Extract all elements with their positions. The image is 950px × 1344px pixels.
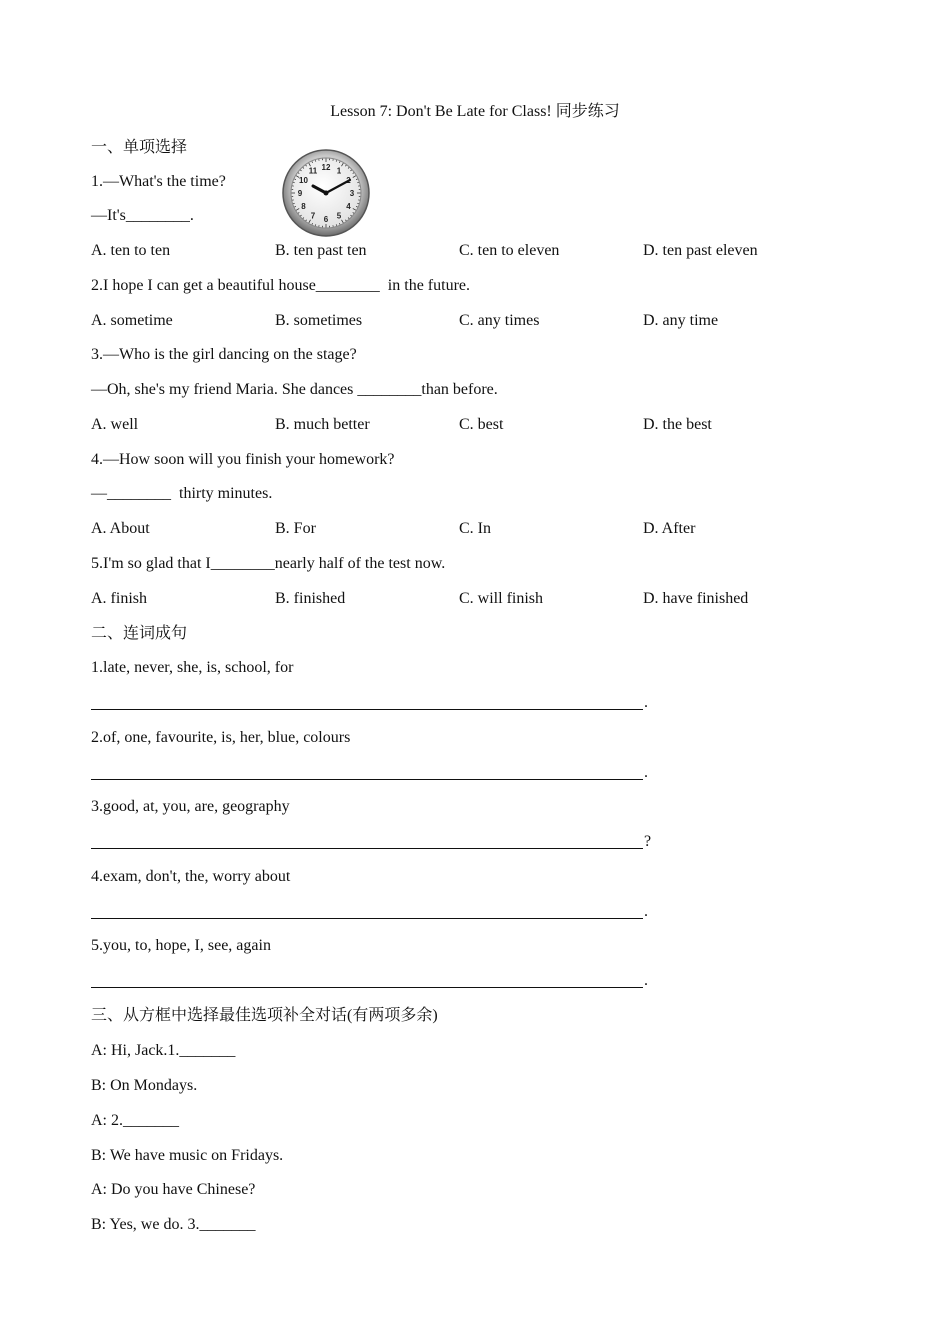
q2-option-b: B. sometimes <box>275 312 363 329</box>
section3-heading: 三、从方框中选择最佳选项补全对话(有两项多余) <box>91 1007 438 1024</box>
q4-option-b: B. For <box>275 520 316 537</box>
clock-numeral: 10 <box>299 176 308 185</box>
question-2-line-1: 2.I hope I can get a beautiful house________ in the future. <box>91 277 470 294</box>
clock-numeral: 5 <box>336 211 342 221</box>
sentence-5-words: 5.you, to, hope, I, see, again <box>91 937 271 954</box>
clock-tick <box>339 223 340 224</box>
sentence-3-end-mark: ? <box>644 833 652 850</box>
clock-tick <box>336 160 337 161</box>
sentence-5-end-mark: . <box>644 972 648 989</box>
sentence-1-answer-line[interactable] <box>91 709 643 710</box>
question-4-line-1: 4.—How soon will you finish your homework? <box>91 451 395 468</box>
sentence-1-end-mark: . <box>644 694 648 711</box>
clock-numeral: 12 <box>321 163 331 172</box>
sentence-4-answer-line[interactable] <box>91 918 643 919</box>
sentence-3-answer-line[interactable] <box>91 848 643 849</box>
clock-numeral: 7 <box>310 211 316 221</box>
dialogue-line-1: A: Hi, Jack.1._______ <box>91 1042 236 1059</box>
clock-tick <box>293 203 294 204</box>
dialogue-line-2: B: On Mondays. <box>91 1077 198 1094</box>
dialogue-line-5: A: Do you have Chinese? <box>91 1181 256 1198</box>
clock-tick <box>356 179 357 180</box>
question-4-line-2: —________ thirty minutes. <box>91 485 273 502</box>
question-1-line-1: 1.—What's the time? <box>91 173 226 190</box>
clock-tick <box>336 224 337 225</box>
sentence-4-words: 4.exam, don't, the, worry about <box>91 868 291 885</box>
wall-clock-icon <box>281 148 371 238</box>
clock-tick <box>357 203 358 204</box>
q5-option-c: C. will finish <box>459 590 544 607</box>
clock-numeral: 1 <box>336 166 342 176</box>
sentence-3-words: 3.good, at, you, are, geography <box>91 798 290 815</box>
clock-numeral: 11 <box>308 166 318 176</box>
q5-option-d: D. have finished <box>643 590 749 607</box>
sentence-1-words: 1.late, never, she, is, school, for <box>91 659 294 676</box>
q2-option-d: D. any time <box>643 312 719 329</box>
clock-numeral: 9 <box>297 189 303 198</box>
dialogue-line-6: B: Yes, we do. 3._______ <box>91 1216 256 1233</box>
q5-option-a: A. finish <box>91 590 147 607</box>
clock-numeral: 3 <box>349 189 355 198</box>
sentence-5-answer-line[interactable] <box>91 987 643 988</box>
clock-numeral: 4 <box>346 202 351 211</box>
q3-option-a: A. well <box>91 416 139 433</box>
q1-option-a: A. ten to ten <box>91 242 171 259</box>
clock-numeral: 8 <box>301 202 306 211</box>
clock-tick <box>312 162 313 163</box>
q3-option-b: B. much better <box>275 416 370 433</box>
q2-option-a: A. sometime <box>91 312 173 329</box>
clock-tick <box>357 182 358 183</box>
q2-option-c: C. any times <box>459 312 540 329</box>
q1-option-c: C. ten to eleven <box>459 242 560 259</box>
question-3-line-1: 3.—Who is the girl dancing on the stage? <box>91 346 357 363</box>
section2-heading: 二、连词成句 <box>91 625 188 642</box>
dialogue-line-3: A: 2._______ <box>91 1112 179 1129</box>
clock-tick <box>315 160 316 161</box>
dialogue-line-4: B: We have music on Fridays. <box>91 1147 284 1164</box>
clock-tick <box>293 182 294 183</box>
q4-option-c: C. In <box>459 520 491 537</box>
sentence-2-words: 2.of, one, favourite, is, her, blue, colours <box>91 729 351 746</box>
clock-tick <box>356 206 357 207</box>
clock-numeral: 6 <box>323 215 329 224</box>
q5-option-b: B. finished <box>275 590 346 607</box>
page-title: Lesson 7: Don't Be Late for Class! 同步练习 <box>330 103 620 120</box>
clock-tick <box>295 206 296 207</box>
clock-tick <box>339 162 340 163</box>
sentence-4-end-mark: . <box>644 903 648 920</box>
q4-option-a: A. About <box>91 520 150 537</box>
question-1-line-2: —It's________. <box>91 207 194 224</box>
sentence-2-end-mark: . <box>644 764 648 781</box>
q4-option-d: D. After <box>643 520 696 537</box>
q3-option-c: C. best <box>459 416 504 433</box>
q1-option-b: B. ten past ten <box>275 242 367 259</box>
section1-heading: 一、单项选择 <box>91 139 188 156</box>
q1-option-d: D. ten past eleven <box>643 242 758 259</box>
question-5-line-1: 5.I'm so glad that I________nearly half of the test now. <box>91 555 446 572</box>
sentence-2-answer-line[interactable] <box>91 779 643 780</box>
clock-tick <box>315 224 316 225</box>
clock-tick <box>312 223 313 224</box>
q3-option-d: D. the best <box>643 416 712 433</box>
clock-tick <box>295 179 296 180</box>
question-3-line-2: —Oh, she's my friend Maria. She dances ________than before. <box>91 381 498 398</box>
